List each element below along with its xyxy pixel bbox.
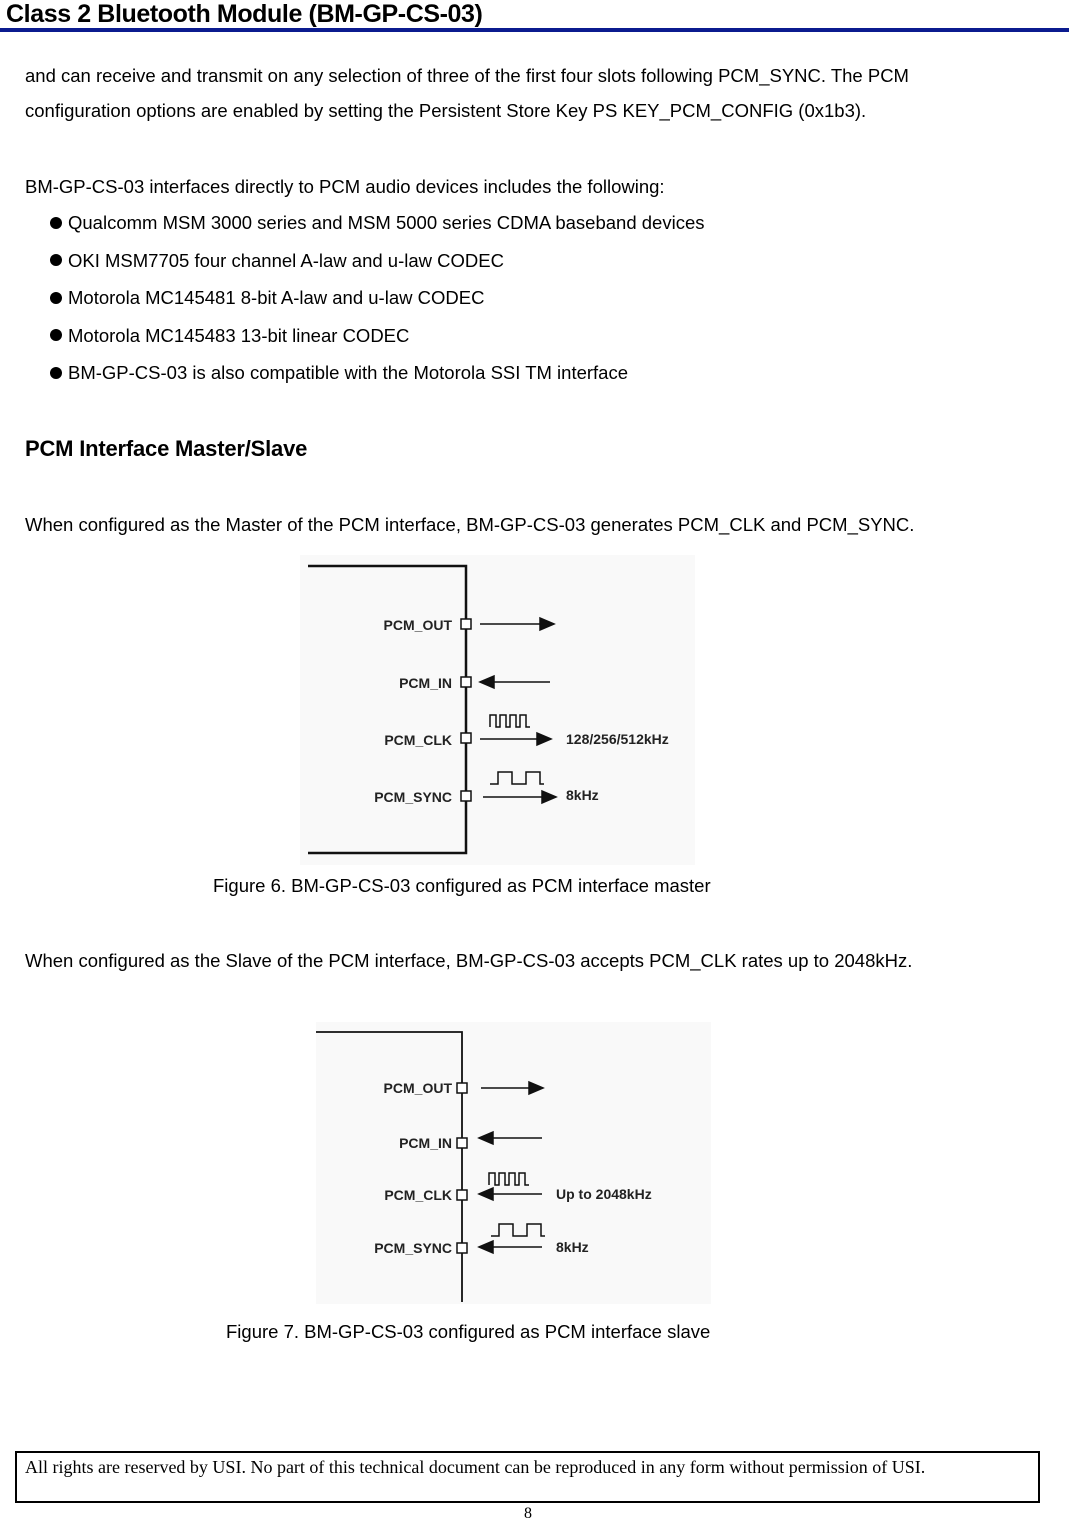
- sync-rate-label: 8kHz: [566, 787, 599, 803]
- bullet-icon: [50, 367, 62, 379]
- pin-label-pcm-clk: PCM_CLK: [384, 1187, 452, 1203]
- paragraph-line: and can receive and transmit on any selection of three of the first four slots following PCM_SYNC. The PCM: [25, 65, 909, 86]
- pin-square-icon: [461, 791, 471, 801]
- bullet-icon: [50, 329, 62, 341]
- device-list: [50, 204, 704, 392]
- list-item-text: OKI MSM7705 four channel A-law and u-law CODEC: [68, 249, 504, 271]
- master-paragraph: When configured as the Master of the PCM interface, BM-GP-CS-03 generates PCM_CLK and PCM_SYNC.: [25, 514, 915, 535]
- pin-square-icon: [461, 677, 471, 687]
- list-item: [50, 204, 704, 242]
- header-rule: [0, 28, 1069, 32]
- list-item: [50, 354, 704, 392]
- figure-6-caption: Figure 6. BM-GP-CS-03 configured as PCM interface master: [213, 875, 711, 896]
- devices-intro-paragraph: BM-GP-CS-03 interfaces directly to PCM audio devices includes the following:: [25, 176, 665, 197]
- copyright-notice: All rights are reserved by USI. No part of this technical document can be reproduced in any form without permission of USI.: [25, 1457, 926, 1477]
- bullet-icon: [50, 217, 62, 229]
- pin-label-pcm-in: PCM_IN: [399, 1135, 452, 1151]
- list-item-text: Qualcomm MSM 3000 series and MSM 5000 series CDMA baseband devices: [68, 212, 705, 233]
- list-item-text: Motorola MC145481 8-bit A-law and u-law CODEC: [68, 287, 485, 308]
- bullet-icon: [50, 292, 62, 304]
- list-item-text: Motorola MC145483 13-bit linear CODEC: [68, 324, 410, 346]
- slave-paragraph: When configured as the Slave of the PCM interface, BM-GP-CS-03 accepts PCM_CLK rates up to 2048kHz.: [25, 950, 913, 971]
- pin-square-icon: [457, 1190, 467, 1200]
- list-item: [50, 242, 704, 280]
- pin-label-pcm-sync: PCM_SYNC: [374, 789, 452, 805]
- pin-label-pcm-out: PCM_OUT: [383, 1080, 452, 1096]
- pin-square-icon: [457, 1138, 467, 1148]
- pin-label-pcm-out: PCM_OUT: [383, 617, 452, 633]
- pin-square-icon: [457, 1243, 467, 1253]
- sync-rate-label: 8kHz: [556, 1239, 589, 1255]
- pin-square-icon: [457, 1083, 467, 1093]
- page-header: [0, 0, 1069, 34]
- list-item-text: BM-GP-CS-03 is also compatible with the Motorola SSI TM interface: [68, 362, 629, 383]
- paragraph-line: configuration options are enabled by setting the Persistent Store Key PS KEY_PCM_CONFIG (0x1b3).: [25, 100, 867, 121]
- bullet-icon: [50, 254, 62, 266]
- copyright-box: [15, 1451, 1040, 1503]
- pin-label-pcm-in: PCM_IN: [399, 675, 452, 691]
- clk-rate-label: Up to 2048kHz: [556, 1186, 652, 1202]
- section-heading: PCM Interface Master/Slave: [25, 436, 308, 461]
- figure-pcm-slave-diagram: [316, 1022, 711, 1304]
- pin-square-icon: [461, 619, 471, 629]
- pin-label-pcm-sync: PCM_SYNC: [374, 1240, 452, 1256]
- list-item: [50, 317, 704, 355]
- pin-label-pcm-clk: PCM_CLK: [384, 732, 452, 748]
- figure-7-caption: Figure 7. BM-GP-CS-03 configured as PCM interface slave: [226, 1321, 711, 1342]
- document-title: Class 2 Bluetooth Module (BM-GP-CS-03): [6, 0, 483, 28]
- list-item: [50, 279, 704, 317]
- clk-rate-label: 128/256/512kHz: [566, 731, 669, 747]
- page-number: 8: [524, 1505, 532, 1522]
- figure-pcm-master-diagram: [300, 555, 695, 865]
- pin-square-icon: [461, 733, 471, 743]
